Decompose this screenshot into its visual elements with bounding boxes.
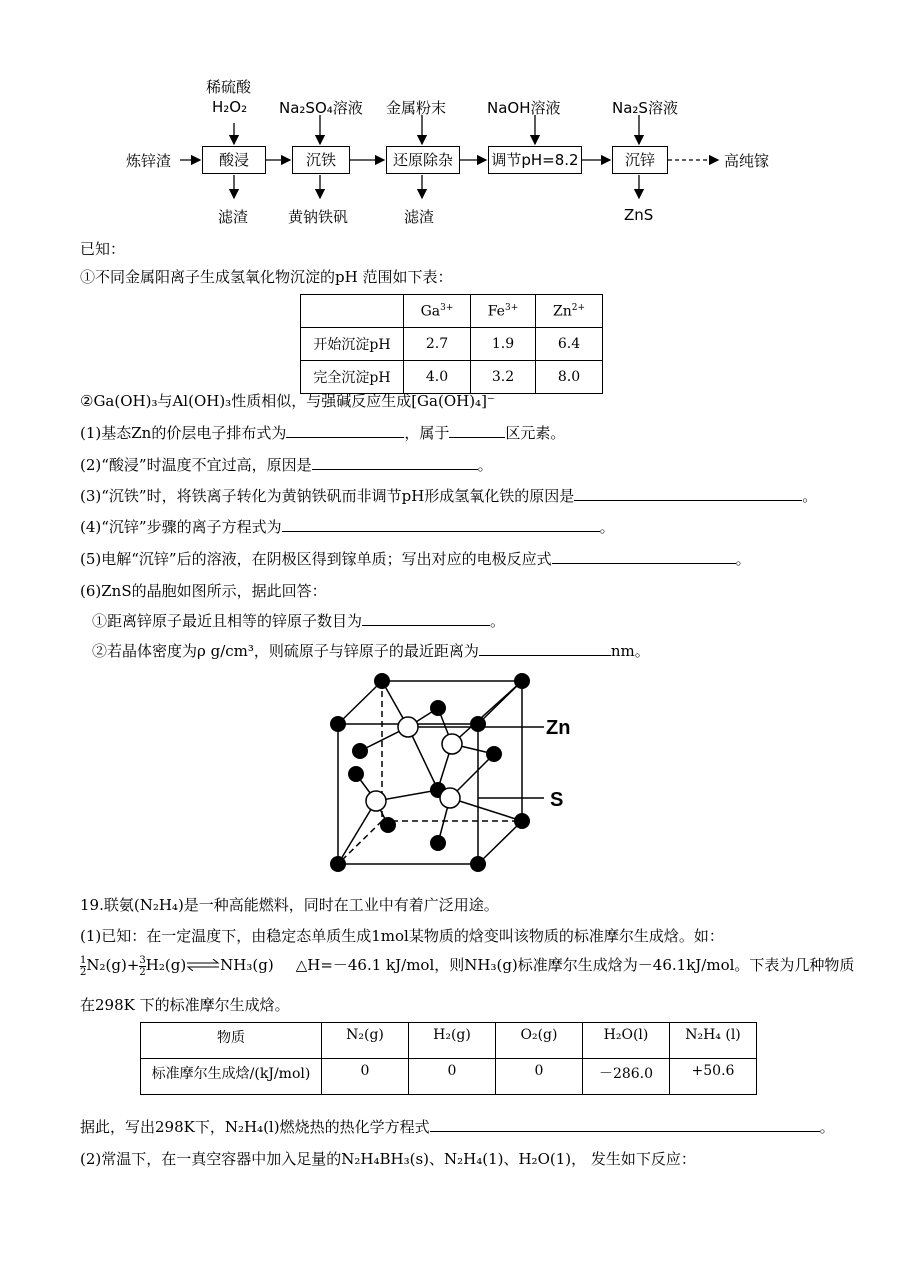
problem-19-p1: (1)已知：在一定温度下，由稳定态单质生成1mol某物质的焓变叫该物质的标准摩尔生成焓。如： [80,927,724,945]
question-5: (5)电解“沉锌”后的溶液，在阴极区得到镓单质；写出对应的电极反应式 。 [80,550,751,568]
flow-step5-box: 沉锌 [612,146,668,174]
flow-step2-output: 黄钠铁矾 [288,208,349,226]
ph-range-table [300,294,603,394]
fraction-three-halves: $\frac{3}{2}$ [139,954,146,978]
zn-label: Zn [546,717,571,739]
question-6: (6)ZnS的晶胞如图所示，据此回答： [80,582,327,600]
answer-blank[interactable] [449,423,505,438]
table-cell: 4.0 [404,361,471,394]
question-2: (2)“酸浸”时温度不宜过高，原因是 。 [80,456,493,474]
ph-table-header-zn: $Zn^{2+}$ [536,295,603,328]
flow-end-label: 高纯镓 [724,152,770,170]
table-cell: 0 [496,1059,583,1095]
table-cell: 0 [409,1059,496,1095]
flow-step1-reagent: 稀硫酸 [206,78,252,96]
known-item2: ②Ga(OH)₃与Al(OH)₃性质相似，与强碱反应生成[Ga(OH)₄]⁻ [80,392,495,410]
problem-19-p3: 据此，写出298K下，N₂H₄(l)燃烧热的热化学方程式 。 [80,1118,835,1136]
table-cell: －286.0 [583,1059,670,1095]
question-6-1: ①距离锌原子最近且相等的锌原子数目为 。 [92,612,506,630]
table-cell: +50.6 [670,1059,757,1095]
process-flowchart [0,0,900,240]
table-cell: N₂H₄ (l) [670,1023,757,1059]
flow-step3-reagent: 金属粉末 [386,99,447,117]
flow-step3-box: 还原除杂 [386,146,460,174]
table-row [301,328,603,361]
answer-blank[interactable] [430,1117,820,1132]
s-label: S [550,789,564,811]
table-cell: O₂(g) [496,1023,583,1059]
flowchart-arrows [0,0,900,240]
table-cell: 8.0 [536,361,603,394]
table-row [141,1023,757,1059]
flow-step2-box: 沉铁 [292,146,350,174]
table-cell: 2.7 [404,328,471,361]
table-cell: H₂O(l) [583,1023,670,1059]
flow-step2-reagent: Na₂SO₄溶液 [279,99,363,117]
flow-step3-output: 滤渣 [404,208,435,226]
equilibrium-arrow [186,957,220,975]
flow-step1-reagent2: H₂O₂ [212,98,248,116]
answer-blank[interactable] [479,641,611,656]
answer-blank[interactable] [286,423,404,438]
problem-19-title: 19.联氨(N₂H₄)是一种高能燃料，同时在工业中有着广泛用途。 [80,896,499,914]
table-cell: 3.2 [471,361,536,394]
ph-table-corner [301,295,404,328]
problem-19-p4: (2)常温下，在一真空容器中加入足量的N₂H₄BH₃(s)、N₂H₄(1)、H₂O(1)， 发生如下反应： [80,1150,696,1168]
table-cell: 0 [322,1059,409,1095]
flow-step4-reagent: NaOH溶液 [487,99,561,117]
answer-blank[interactable] [362,611,490,626]
table-cell: 完全沉淀pH [301,361,404,394]
known-item1: ①不同金属阳离子生成氢氧化物沉淀的pH 范围如下表： [80,268,453,286]
table-cell: 1.9 [471,328,536,361]
question-6-2: ②若晶体密度为ρ g/cm³，则硫原子与锌原子的最近距离为 nm。 [92,642,650,660]
table-row [141,1059,757,1095]
table-cell: N₂(g) [322,1023,409,1059]
question-4: (4)“沉锌”步骤的离子方程式为 。 [80,518,615,536]
table-cell: 6.4 [536,328,603,361]
answer-blank[interactable] [282,517,600,532]
flow-step4-box: 调节pH=8.2 [488,146,582,174]
zns-unit-cell-diagram [320,668,600,878]
flow-step1-box: 酸浸 [202,146,266,174]
ph-table-header-fe: $Fe^{3+}$ [471,295,536,328]
answer-blank[interactable] [312,455,478,470]
problem-19-p2: 在298K 下的标准摩尔生成焓。 [80,996,290,1014]
answer-blank[interactable] [552,549,736,564]
table-cell: 标准摩尔生成焓/(kJ/mol) [141,1059,322,1095]
ph-table-header-ga: $Ga^{3+}$ [404,295,471,328]
table-cell: 开始沉淀pH [301,328,404,361]
known-heading: 已知： [80,240,126,258]
question-1: (1)基态Zn的价层电子排布式为 ，属于 区元素。 [80,424,566,442]
flow-step1-output: 滤渣 [218,208,249,226]
table-cell: 物质 [141,1023,322,1059]
fraction-half: $\frac{1}{2}$ [80,954,87,978]
flow-step5-output: ZnS [624,206,654,224]
answer-blank[interactable] [574,486,802,501]
table-cell: H₂(g) [409,1023,496,1059]
problem-19-equation: $\frac{1}{2}$ N₂(g)+ $\frac{3}{2}$ H₂(g) NH₃(g) △H=－46.1 kJ/mol，则NH₃(g)标准摩尔生成焓为－46.1kJ/mol。下表为几种物质 [80,954,855,978]
formation-enthalpy-table [140,1022,757,1095]
question-3: (3)“沉铁”时，将铁离子转化为黄钠铁矾而非调节pH形成氢氧化铁的原因是 。 [80,487,818,505]
table-row [301,361,603,394]
flow-start-label: 炼锌渣 [126,152,172,170]
flow-step5-reagent: Na₂S溶液 [612,99,678,117]
